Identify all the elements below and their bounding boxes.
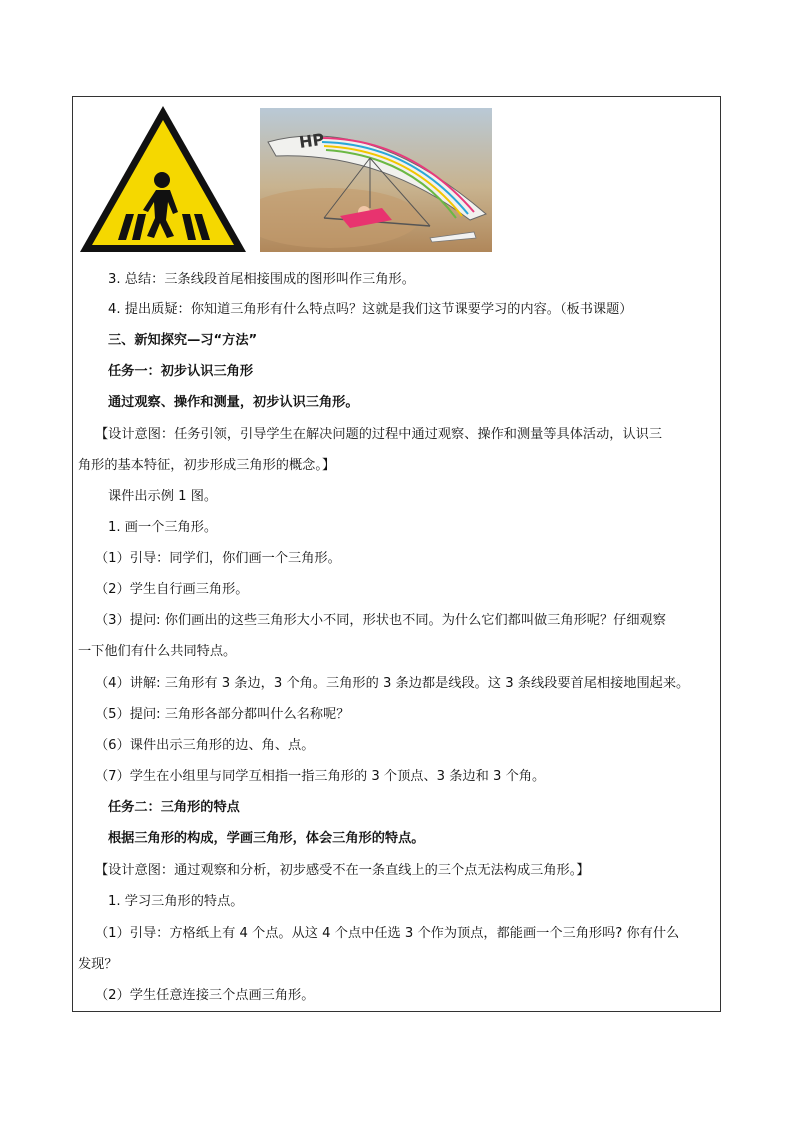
text-line: 任务二：三角形的特点 — [108, 800, 240, 815]
text-line: （3）提问: 你们画出的这些三角形大小不同，形状也不同。为什么它们都叫做三角形呢？仔细观察 — [95, 613, 666, 628]
text-line: 通过观察、操作和测量，初步认识三角形。 — [108, 395, 359, 410]
text-line: （1）引导：方格纸上有 4 个点。从这 4 个点中任选 3 个作为顶点，都能画一个三角形吗? 你有什么 — [95, 926, 680, 941]
image-row — [78, 104, 498, 254]
text-line: （2）学生自行画三角形。 — [95, 582, 249, 597]
text-line: 根据三角形的构成，学画三角形，体会三角形的特点。 — [108, 831, 425, 846]
text-line: （1）引导：同学们，你们画一个三角形。 — [95, 551, 341, 566]
text-line: 发现？ — [78, 957, 118, 972]
pedestrian-crossing-sign — [78, 104, 248, 254]
text-line: 角形的基本特征，初步形成三角形的概念。】 — [78, 458, 336, 473]
text-line: 1. 学习三角形的特点。 — [108, 894, 244, 909]
glider-wing-text: HP — [297, 129, 326, 152]
text-line: （4）讲解: 三角形有 3 条边，3 个角。三角形的 3 条边都是线段。这 3 条线段要首尾相接地围起来。 — [95, 676, 690, 691]
text-line: 课件出示例 1 图。 — [108, 489, 218, 504]
text-line: 4. 提出质疑：你知道三角形有什么特点吗？这就是我们这节课要学习的内容。（板书课题） — [108, 302, 633, 317]
text-line: 任务一：初步认识三角形 — [108, 364, 254, 379]
text-line: 【设计意图：通过观察和分析，初步感受不在一条直线上的三个点无法构成三角形。】 — [95, 863, 590, 878]
text-line: （6）课件出示三角形的边、角、点。 — [95, 738, 315, 753]
text-line: 【设计意图：任务引领，引导学生在解决问题的过程中通过观察、操作和测量等具体活动，认识三 — [95, 427, 663, 442]
hang-glider-photo — [260, 108, 492, 252]
text-line: （2）学生任意连接三个点画三角形。 — [95, 988, 315, 1003]
text-line: 三、新知探究—习“方法” — [108, 333, 258, 348]
text-line: 3. 总结：三条线段首尾相接围成的图形叫作三角形。 — [108, 272, 415, 287]
text-line: 一下他们有什么共同特点。 — [78, 644, 237, 659]
text-line: （5）提问: 三角形各部分都叫什么名称呢？ — [95, 707, 350, 722]
text-line: （7）学生在小组里与同学互相指一指三角形的 3 个顶点、3 条边和 3 个角。 — [95, 769, 546, 784]
text-line: 1. 画一个三角形。 — [108, 520, 218, 535]
